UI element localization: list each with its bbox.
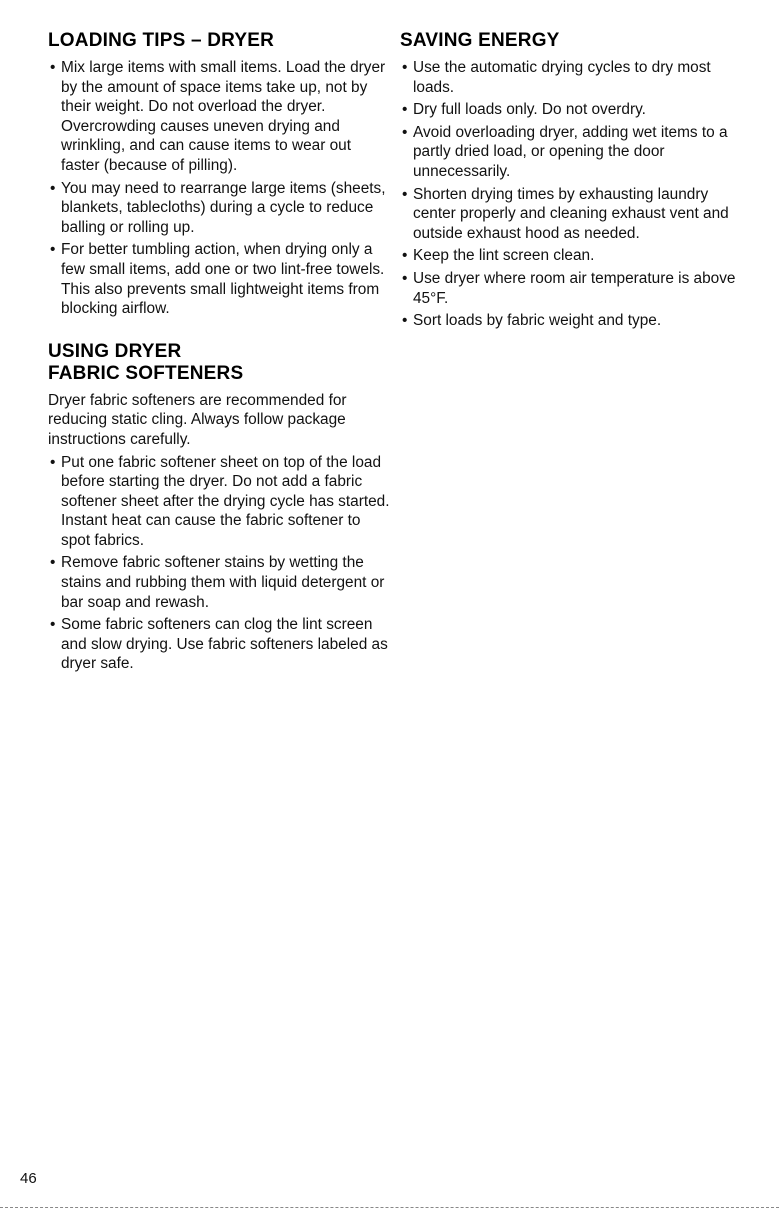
list-item bbox=[400, 100, 745, 120]
bottom-divider bbox=[0, 1207, 779, 1208]
bullet-icon: • bbox=[50, 616, 56, 634]
list-item bbox=[400, 311, 745, 331]
list-item-text: Some fabric softeners can clog the lint screen and slow drying. Use fabric softeners labeled as dryer safe. bbox=[61, 616, 388, 673]
list-item-text: For better tumbling action, when drying only a few small items, add one or two lint-free towels. This also prevents small lightweight items from blocking airflow. bbox=[61, 241, 385, 318]
bullet-icon: • bbox=[402, 312, 408, 330]
heading-line: FABRIC SOFTENERS bbox=[48, 362, 244, 384]
bullet-icon: • bbox=[50, 554, 56, 572]
list-item-text: Mix large items with small items. Load the dryer by the amount of space items take up, not by their weight. Do not overload the dryer. Overcrowding causes uneven drying and wrinkling, and can cause items to wear out faster (because of pilling). bbox=[61, 59, 386, 174]
bullet-icon: • bbox=[50, 179, 56, 197]
bullet-icon: • bbox=[402, 101, 408, 119]
saving-energy-section bbox=[400, 30, 745, 331]
list-item-text: You may need to rearrange large items (sheets, blankets, tablecloths) during a cycle to reduce balling or rolling up. bbox=[61, 179, 386, 236]
list-item bbox=[48, 553, 390, 612]
list-item-text: Use dryer where room air temperature is above 45°F. bbox=[413, 269, 736, 307]
list-item bbox=[400, 246, 745, 266]
list-item bbox=[400, 123, 745, 182]
list-item-text: Dry full loads only. Do not overdry. bbox=[413, 101, 646, 119]
list-item-text: Avoid overloading dryer, adding wet items to a partly dried load, or opening the door unnecessarily. bbox=[413, 123, 728, 180]
loading-tips-heading: LOADING TIPS – DRYER bbox=[48, 30, 275, 51]
list-item bbox=[48, 58, 390, 176]
list-item bbox=[48, 179, 390, 238]
list-item-text: Keep the lint screen clean. bbox=[413, 247, 595, 265]
bullet-icon: • bbox=[50, 453, 56, 471]
list-item-text: Remove fabric softener stains by wetting the stains and rubbing them with liquid detergent or bar soap and rewash. bbox=[61, 554, 385, 611]
bullet-icon: • bbox=[402, 59, 408, 76]
list-item-text: Sort loads by fabric weight and type. bbox=[413, 312, 662, 330]
list-item bbox=[400, 185, 745, 244]
page-number: 46 bbox=[20, 1170, 37, 1187]
loading-tips-list bbox=[48, 58, 390, 319]
bullet-icon: • bbox=[50, 59, 56, 76]
list-item bbox=[48, 240, 390, 318]
saving-energy-list bbox=[400, 58, 745, 331]
list-item bbox=[400, 269, 745, 308]
list-item-text: Use the automatic drying cycles to dry most loads. bbox=[413, 59, 711, 96]
bullet-icon: • bbox=[402, 269, 408, 287]
heading-line: USING DRYER bbox=[48, 340, 182, 362]
bullet-icon: • bbox=[402, 123, 408, 141]
fabric-softeners-intro: Dryer fabric softeners are recommended for reducing static cling. Always follow package instructions carefully. bbox=[48, 391, 347, 448]
fabric-softeners-section bbox=[48, 341, 390, 674]
saving-energy-heading: SAVING ENERGY bbox=[400, 30, 560, 51]
bullet-icon: • bbox=[50, 241, 56, 259]
fabric-softeners-list bbox=[48, 453, 390, 675]
list-item bbox=[48, 615, 390, 674]
loading-tips-section bbox=[48, 30, 390, 319]
list-item bbox=[48, 453, 390, 551]
list-item-text: Put one fabric softener sheet on top of the load before starting the dryer. Do not add a fabric softener sheet after the drying cycle has started. Instant heat can cause the fabric softener to spot fabrics. bbox=[61, 453, 390, 549]
bullet-icon: • bbox=[402, 185, 408, 203]
list-item-text: Shorten drying times by exhausting laundry center properly and cleaning exhaust vent and outside exhaust hood as needed. bbox=[413, 185, 729, 242]
left-column bbox=[48, 30, 390, 677]
bullet-icon: • bbox=[402, 247, 408, 265]
fabric-softeners-heading bbox=[48, 341, 390, 385]
right-column bbox=[400, 30, 745, 334]
list-item bbox=[400, 58, 745, 97]
